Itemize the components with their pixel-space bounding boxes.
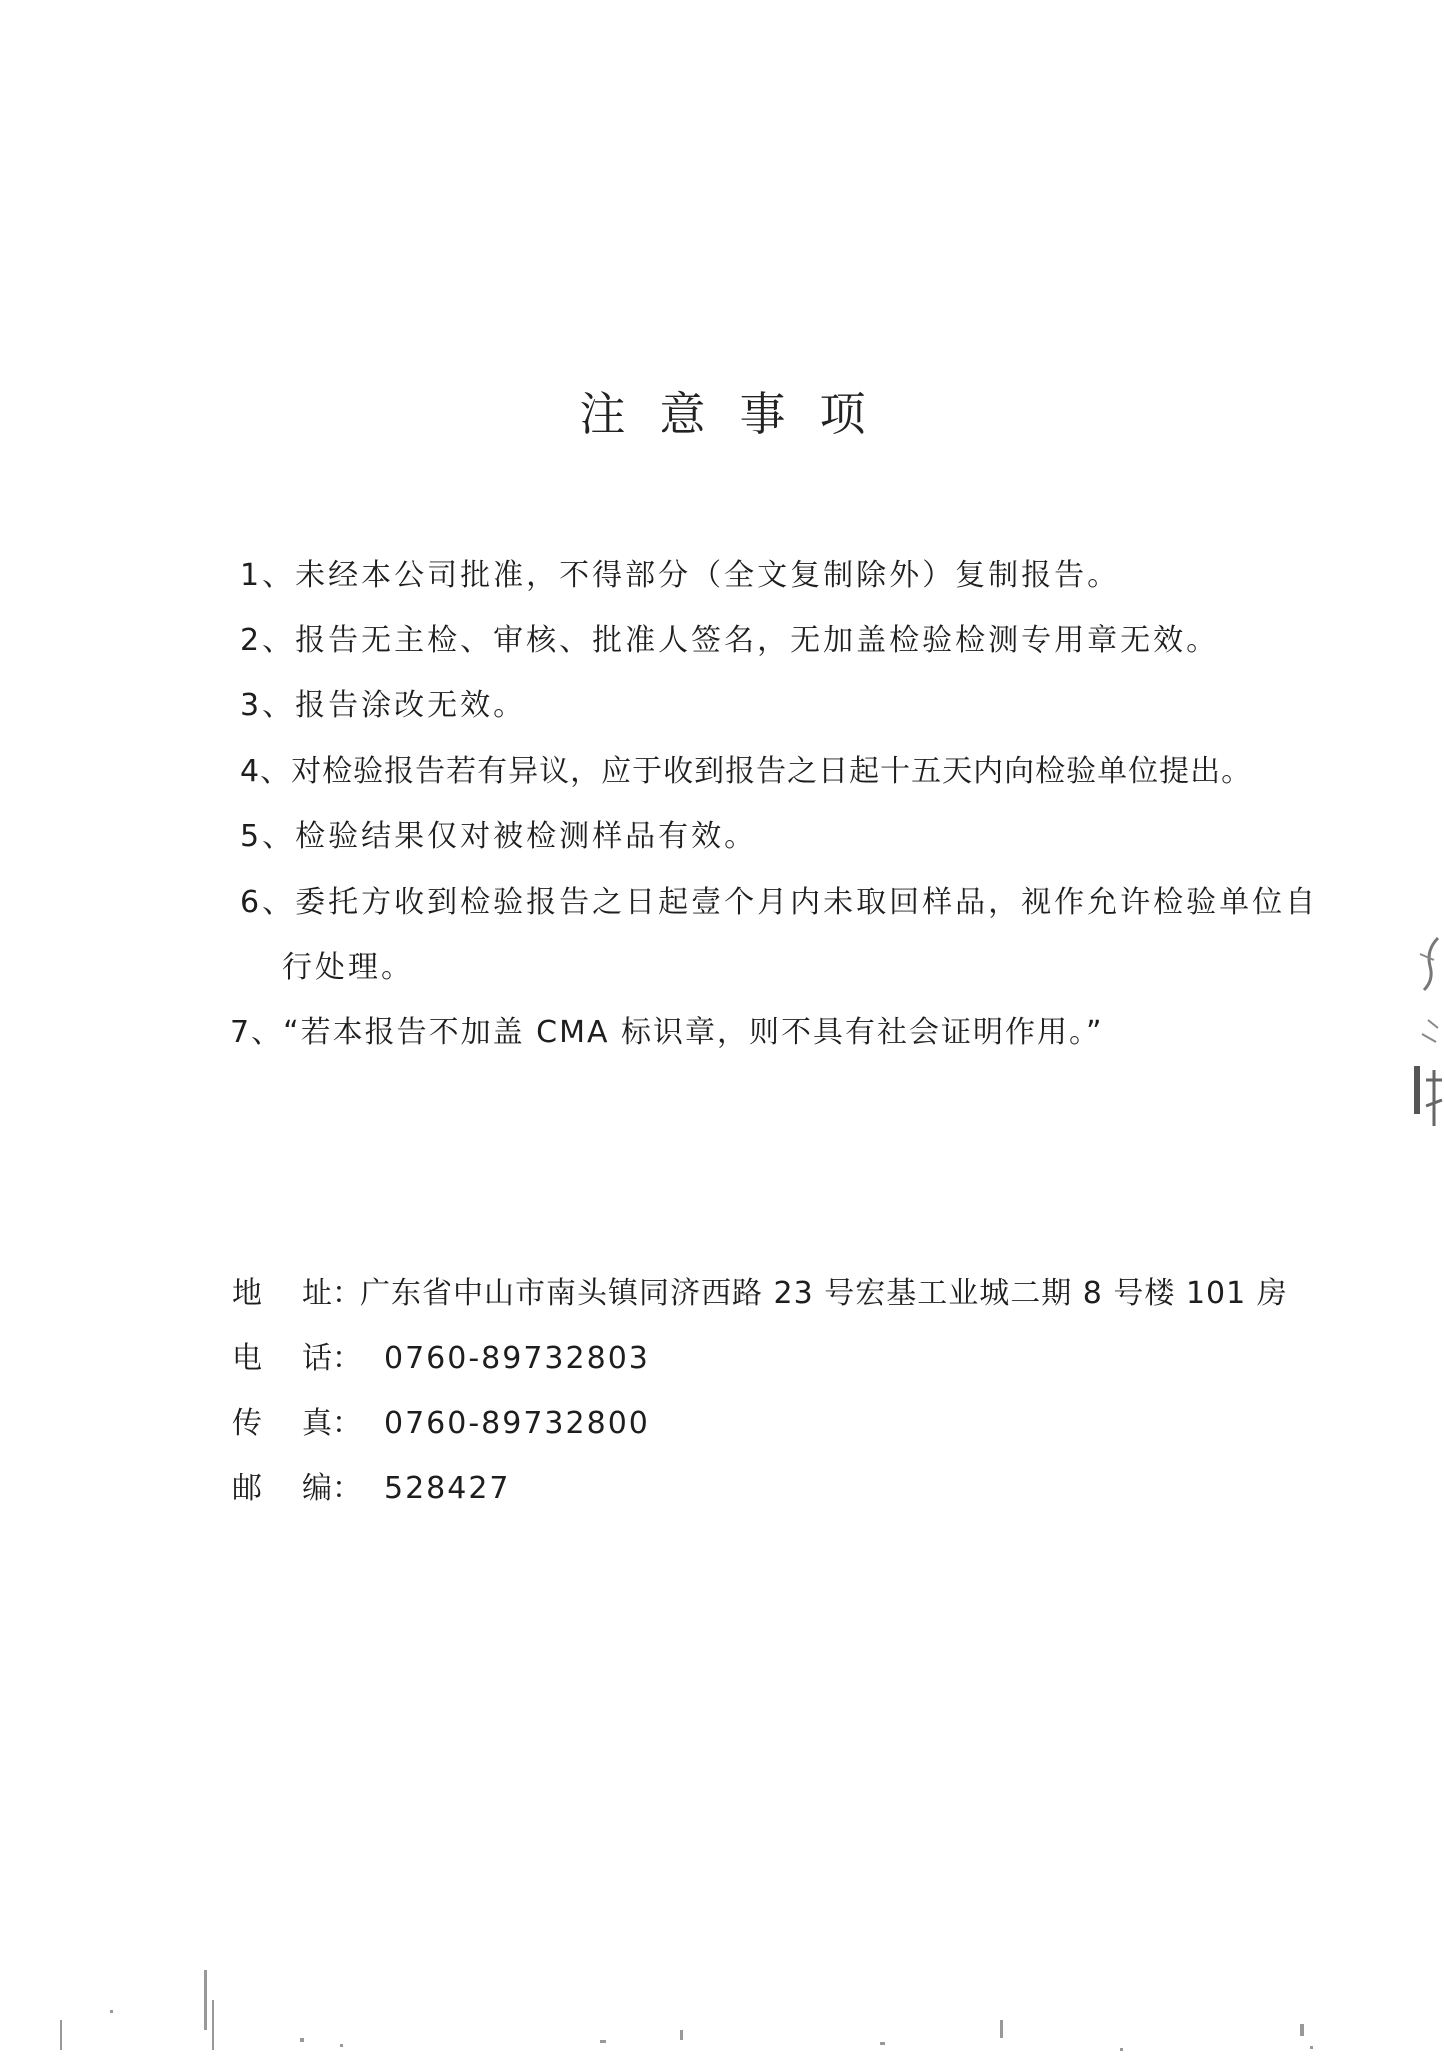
contact-postcode-row bbox=[232, 1469, 511, 1509]
notice-item-3: 3、报告涂改无效。 bbox=[240, 688, 527, 723]
phone-label: 电 话： bbox=[232, 1341, 362, 1376]
contact-address-row bbox=[232, 1274, 1288, 1314]
page-edge-tab-marks bbox=[1408, 930, 1445, 1140]
scan-speckle-noise bbox=[0, 1960, 1445, 2060]
contact-fax-row bbox=[232, 1404, 650, 1444]
notice-item-1: 1、未经本公司批准，不得部分（全文复制除外）复制报告。 bbox=[240, 558, 1121, 593]
address-value: 广东省中山市南头镇同济西路 23 号宏基工业城二期 8 号楼 101 房 bbox=[360, 1276, 1288, 1311]
notice-item-2: 2、报告无主检、审核、批准人签名，无加盖检验检测专用章无效。 bbox=[240, 623, 1220, 658]
phone-value: 0760-89732803 bbox=[384, 1341, 650, 1376]
notice-item-6: 6、委托方收到检验报告之日起壹个月内未取回样品，视作允许检验单位自 bbox=[240, 885, 1319, 920]
address-label: 地 址： bbox=[232, 1276, 362, 1311]
notice-item-7: 7、“若本报告不加盖 CMA 标识章，则不具有社会证明作用。” bbox=[230, 1015, 1104, 1050]
notice-item-6-continued: 行处理。 bbox=[282, 950, 414, 985]
page-title: 注意事项 bbox=[579, 387, 900, 441]
notice-item-5: 5、检验结果仅对被检测样品有效。 bbox=[240, 819, 758, 854]
fax-label: 传 真： bbox=[232, 1406, 362, 1441]
postcode-label: 邮 编： bbox=[232, 1471, 362, 1506]
postcode-value: 528427 bbox=[384, 1471, 511, 1506]
fax-value: 0760-89732800 bbox=[384, 1406, 650, 1441]
contact-phone-row bbox=[232, 1339, 650, 1379]
notice-item-4: 4、对检验报告若有异议，应于收到报告之日起十五天内向检验单位提出。 bbox=[240, 754, 1253, 789]
